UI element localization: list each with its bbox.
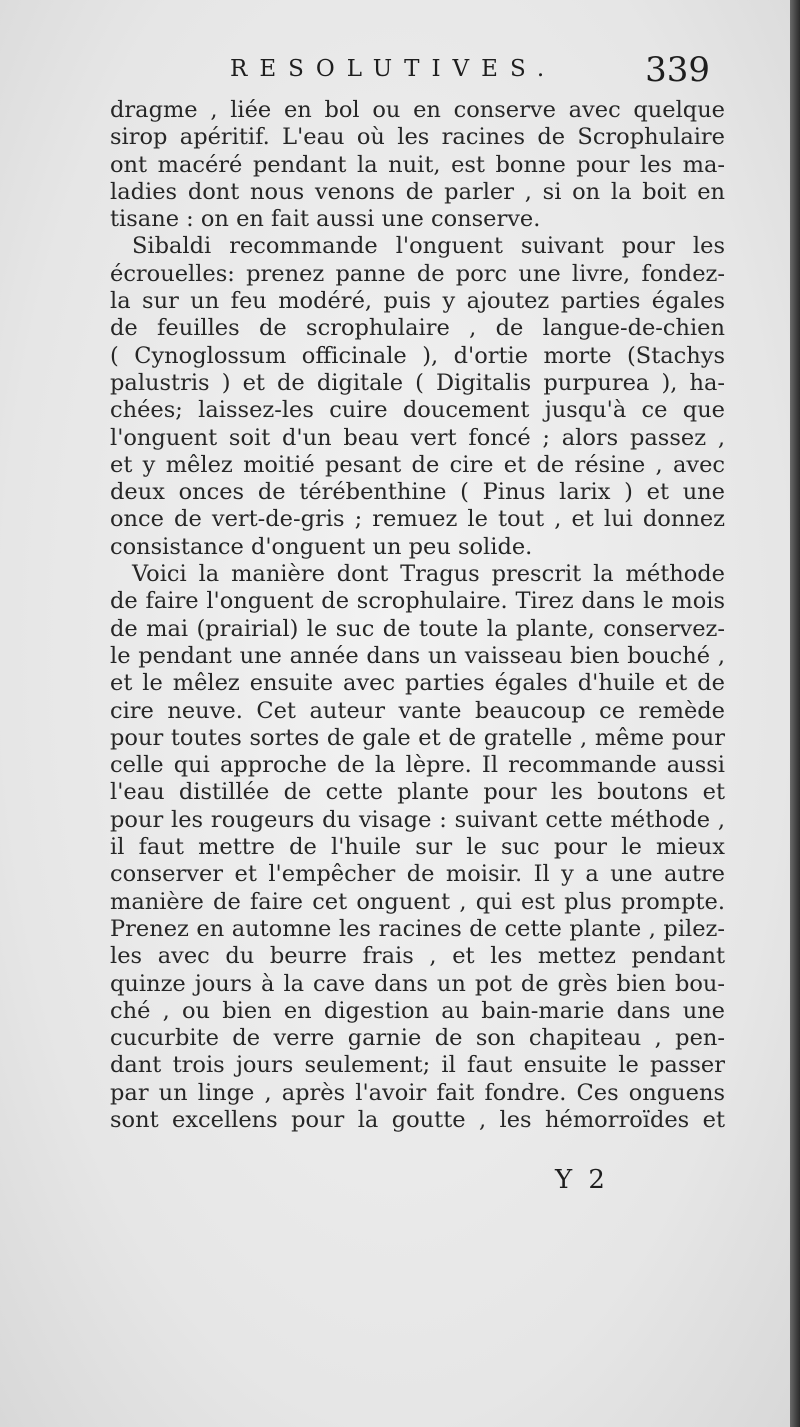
text-line: chées; laissez-les cuire doucement jusqu'à ce que <box>110 397 725 424</box>
text-line: les avec du beurre frais , et les mettez pendant <box>110 943 725 970</box>
text-line: pour toutes sortes de gale et de gratelle , même pour <box>110 724 725 751</box>
text-line: conserver et l'empêcher de moisir. Il y a une autre <box>110 861 725 888</box>
text-line: tisane : on en fait aussi une conserve. <box>110 206 541 233</box>
text-line: sirop apéritif. L'eau où les racines de Scrophulaire <box>110 124 725 151</box>
text-line: once de vert-de-gris ; remuez le tout , et lui donnez <box>110 506 725 533</box>
text-line: Voici la manière dont Tragus prescrit la méthode <box>132 561 725 588</box>
text-line: consistance d'onguent un peu solide. <box>110 533 533 560</box>
page-header <box>100 50 720 100</box>
text-line: l'eau distillée de cette plante pour les boutons et <box>110 779 725 806</box>
text-line: celle qui approche de la lèpre. Il recommande aussi <box>110 752 725 779</box>
text-line: dragme , liée en bol ou en conserve avec quelque <box>110 97 725 123</box>
text-line: écrouelles: prenez panne de porc une livre, fondez- <box>110 260 725 287</box>
text-line: ont macéré pendant la nuit, est bonne pour les ma- <box>110 151 725 178</box>
text-line: deux onces de térébenthine ( Pinus larix ) et une <box>110 479 725 506</box>
body-text <box>110 97 725 1134</box>
text-line: le pendant une année dans un vaisseau bien bouché , <box>110 642 725 669</box>
text-line: ladies dont nous venons de parler , si on la boit en <box>110 178 725 205</box>
text-line: Sibaldi recommande l'onguent suivant pour les <box>132 233 725 260</box>
text-line: cire neuve. Cet auteur vante beaucoup ce remède <box>110 697 725 724</box>
text-line: de mai (prairial) le suc de toute la plante, conservez- <box>110 615 725 642</box>
text-line: ( Cynoglossum officinale ), d'ortie morte (Stachys <box>110 342 725 369</box>
text-line: l'onguent soit d'un beau vert foncé ; alors passez , <box>110 424 725 451</box>
text-line: cucurbite de verre garnie de son chapiteau , pen- <box>110 1025 725 1052</box>
text-line: et y mêlez moitié pesant de cire et de résine , avec <box>110 451 725 478</box>
text-line: manière de faire cet onguent , qui est plus prompte. <box>110 888 725 915</box>
text-line: sont excellens pour la goutte , les hémorroïdes et <box>110 1106 725 1133</box>
text-line: de faire l'onguent de scrophulaire. Tirez dans le mois <box>110 588 725 615</box>
text-line: et le mêlez ensuite avec parties égales d'huile et de <box>110 670 725 697</box>
signature-mark: Y 2 <box>555 1165 609 1195</box>
text-line: par un linge , après l'avoir fait fondre. Ces onguens <box>110 1079 725 1106</box>
page-edge-shadow <box>790 0 800 1427</box>
text-line: quinze jours à la cave dans un pot de grès bien bou- <box>110 970 725 997</box>
text-line: la sur un feu modéré, puis y ajoutez parties égales <box>110 288 725 315</box>
text-line: ché , ou bien en digestion au bain-marie dans une <box>110 997 725 1024</box>
text-line: il faut mettre de l'huile sur le suc pour le mieux <box>110 834 725 861</box>
running-title: RESOLUTIVES. <box>230 56 557 82</box>
page-number: 339 <box>645 50 710 90</box>
text-line: de feuilles de scrophulaire , de langue-de-chien <box>110 315 725 342</box>
text-line: pour les rougeurs du visage : suivant cette méthode , <box>110 806 725 833</box>
text-line: palustris ) et de digitale ( Digitalis purpurea ), ha- <box>110 369 725 396</box>
text-line: Prenez en automne les racines de cette plante , pilez- <box>110 915 725 942</box>
text-line: dant trois jours seulement; il faut ensuite le passer <box>110 1052 725 1079</box>
